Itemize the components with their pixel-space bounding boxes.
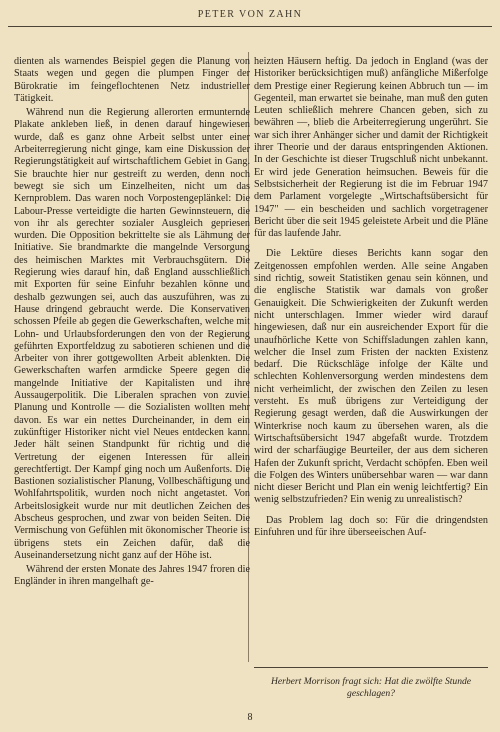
left-paragraph-1: dienten als warnendes Beispiel gegen die Planung von Staats wegen und gegen die plumpen Finger der Bürokratie im feingeflochtenen Netz industrieller Tätigkeit. <box>14 56 250 104</box>
left-paragraph-2: Während nun die Regierung allerorten ermunternde Plakate ankleben ließ, in denen darauf hingewiesen wurde, daß es ganz ohne Arbeit selbst unter einer Arbeiterregierung nicht ginge, kam eine Diskussion der Regierungstätigkeit auf wirtschaftlichem Gebiet in Gang. Sie brauchte hier nur gestreift zu werden, denn noch bewegt sie sich um Einzelheiten, nicht um das Kernproblem. Das waren noch Vorpostengeplänkel: Die Labour-Presse verteidigte die harten Gewinnsteuern, die von ihr als gerechter sozialer Ausgleich gepriesen wurden. Die Opposition bekrittelte sie als Lähmung der Initiative. Sie brandmarkte die mangelnde Versorgung des heimischen Marktes mit Verbrauchsgütern. Die Regierung wies darauf hin, daß England ausschließlich mit Exporten für seine Einfuhr bezahlen könne und deshalb gezwungen sei, auch das auszuführen, was zu Hause dringend gebraucht werde. Die Konservativen schossen Pfeile ab gegen die Gewerkschaften, welche mit Lohn- und Urlaubsforderungen den von der Regierung geführten Exportfeldzug zu sabotieren schienen und die Arbeiter von ihrer gottgewollten Arbeit ablenkten. Die Gewerkschaften warfen armdicke Speere gegen die mangelnde Initiative der Kapitalisten und ihre Aussaugerpolitik. Die Liberalen sprachen von zuviel Planung und Kontrolle — die Sozialisten wollten mehr davon. Es war ein nettes Durcheinander, in dem ein zukünftiger Historiker nicht viel Neues entdecken kann. Jeder hält seinen Standpunkt für richtig und die Vertretung der eigenen Interessen für allein gerechtfertigt. Der Kampf ging noch um Außenforts. Die Bastionen sozialistischer Planung, Vollbeschäftigung und Wohlfahrtspolitik, wurden noch nicht angetastet. Von Arbeitslosigkeit wurde nur mit deutlichen Zeichen des Abscheus gesprochen, und zwar von beiden Seiten. Die Vermischung von Gefühlen mit ökonomischer Theorie ist übrigens stets ein Zeichen dafür, daß die Auseinandersetzung nicht ganz auf der Höhe ist. <box>14 107 250 561</box>
illustration-caption: Herbert Morrison fragt sich: Hat die zwölfte Stunde geschlagen? <box>270 676 472 699</box>
right-column <box>254 56 488 539</box>
left-paragraph-3: Während der ersten Monate des Jahres 1947 froren die Engländer in ihren mangelhaft ge- <box>14 564 250 588</box>
right-paragraph-3: Das Problem lag doch so: Für die dringendsten Einfuhren und für ihre überseeischen Auf- <box>254 514 488 538</box>
caption-rule <box>254 667 488 668</box>
left-column <box>14 56 250 589</box>
right-paragraph-2: Die Lektüre dieses Berichts kann sogar den Zeitgenossen empfohlen werden. Alle seine Angaben sind richtig, soweit Statistiken genau sein können, und die englische Statistik war damals von großer Genauigkeit. Die Schwierigkeiten der Zukunft werden nicht unterschlagen. Immer wieder wird darauf hingewiesen, daß nur ein ausreichender Export für die unaufhörliche Kette von Schiffsladungen zahlen kann, welcher die Insel zum Fristen der nackten Existenz bedarf. Die Rückschläge infolge der Kälte und schlechten Kohlenversorgung werden mindestens dem nicht verheimlicht, der zwischen den Zeilen zu lesen versteht. Es muß übrigens zur Verteidigung der Regierung gesagt werden, daß die Auswirkungen der Winterkrise noch kaum zu übersehen waren, als die Wirtschaftsübersicht 1947 abgefaßt wurde. Trotzdem wird der scharfäugige Beurteiler, der aus dem sicheren Hafen der Zukunft spricht, Verdacht schöpfen. Eben weil die Folgen des Winters unübersehbar waren — war dann nicht dieser Bericht und Plan ein wenig leichtfertig? Ein wenig selbstzufrieden? Ein wenig zu unrealistisch? <box>254 248 488 506</box>
running-title: PETER VON ZAHN <box>197 9 303 20</box>
header-rule <box>8 26 492 27</box>
page-number: 8 <box>247 712 253 723</box>
right-paragraph-1: heizten Häusern heftig. Da jedoch in England (was der Historiker berücksichtigen muß) anfängliche Mißerfolge dem Prestige einer Regierung keinen Abbruch tun — im Gegenteil, man erwartet sie beinahe, man muß den guten Leuten schließlich mehrere Chancen geben, sich zu bewähren —, blieb die Arbeiterregierung ungerührt. Sie war sich ihrer Anhänger sicher und damit der Richtigkeit ihrer Theorie und der daraus entspringenden Aktionen. In der Geschichte ist dieser Trugschluß nicht unbekannt. Er wird jede Generation heimsuchen. Beweis für die Selbstsicherheit der Regierung ist die im Februar 1947 dem Parlament vorgelegte „Wirtschaftsübersicht für 1947" — ein bescheiden und sachlich vorgetragener Bericht über die seit 1945 geleistete Arbeit und die Pläne für das laufende Jahr. <box>254 56 488 240</box>
running-header <box>0 8 500 30</box>
